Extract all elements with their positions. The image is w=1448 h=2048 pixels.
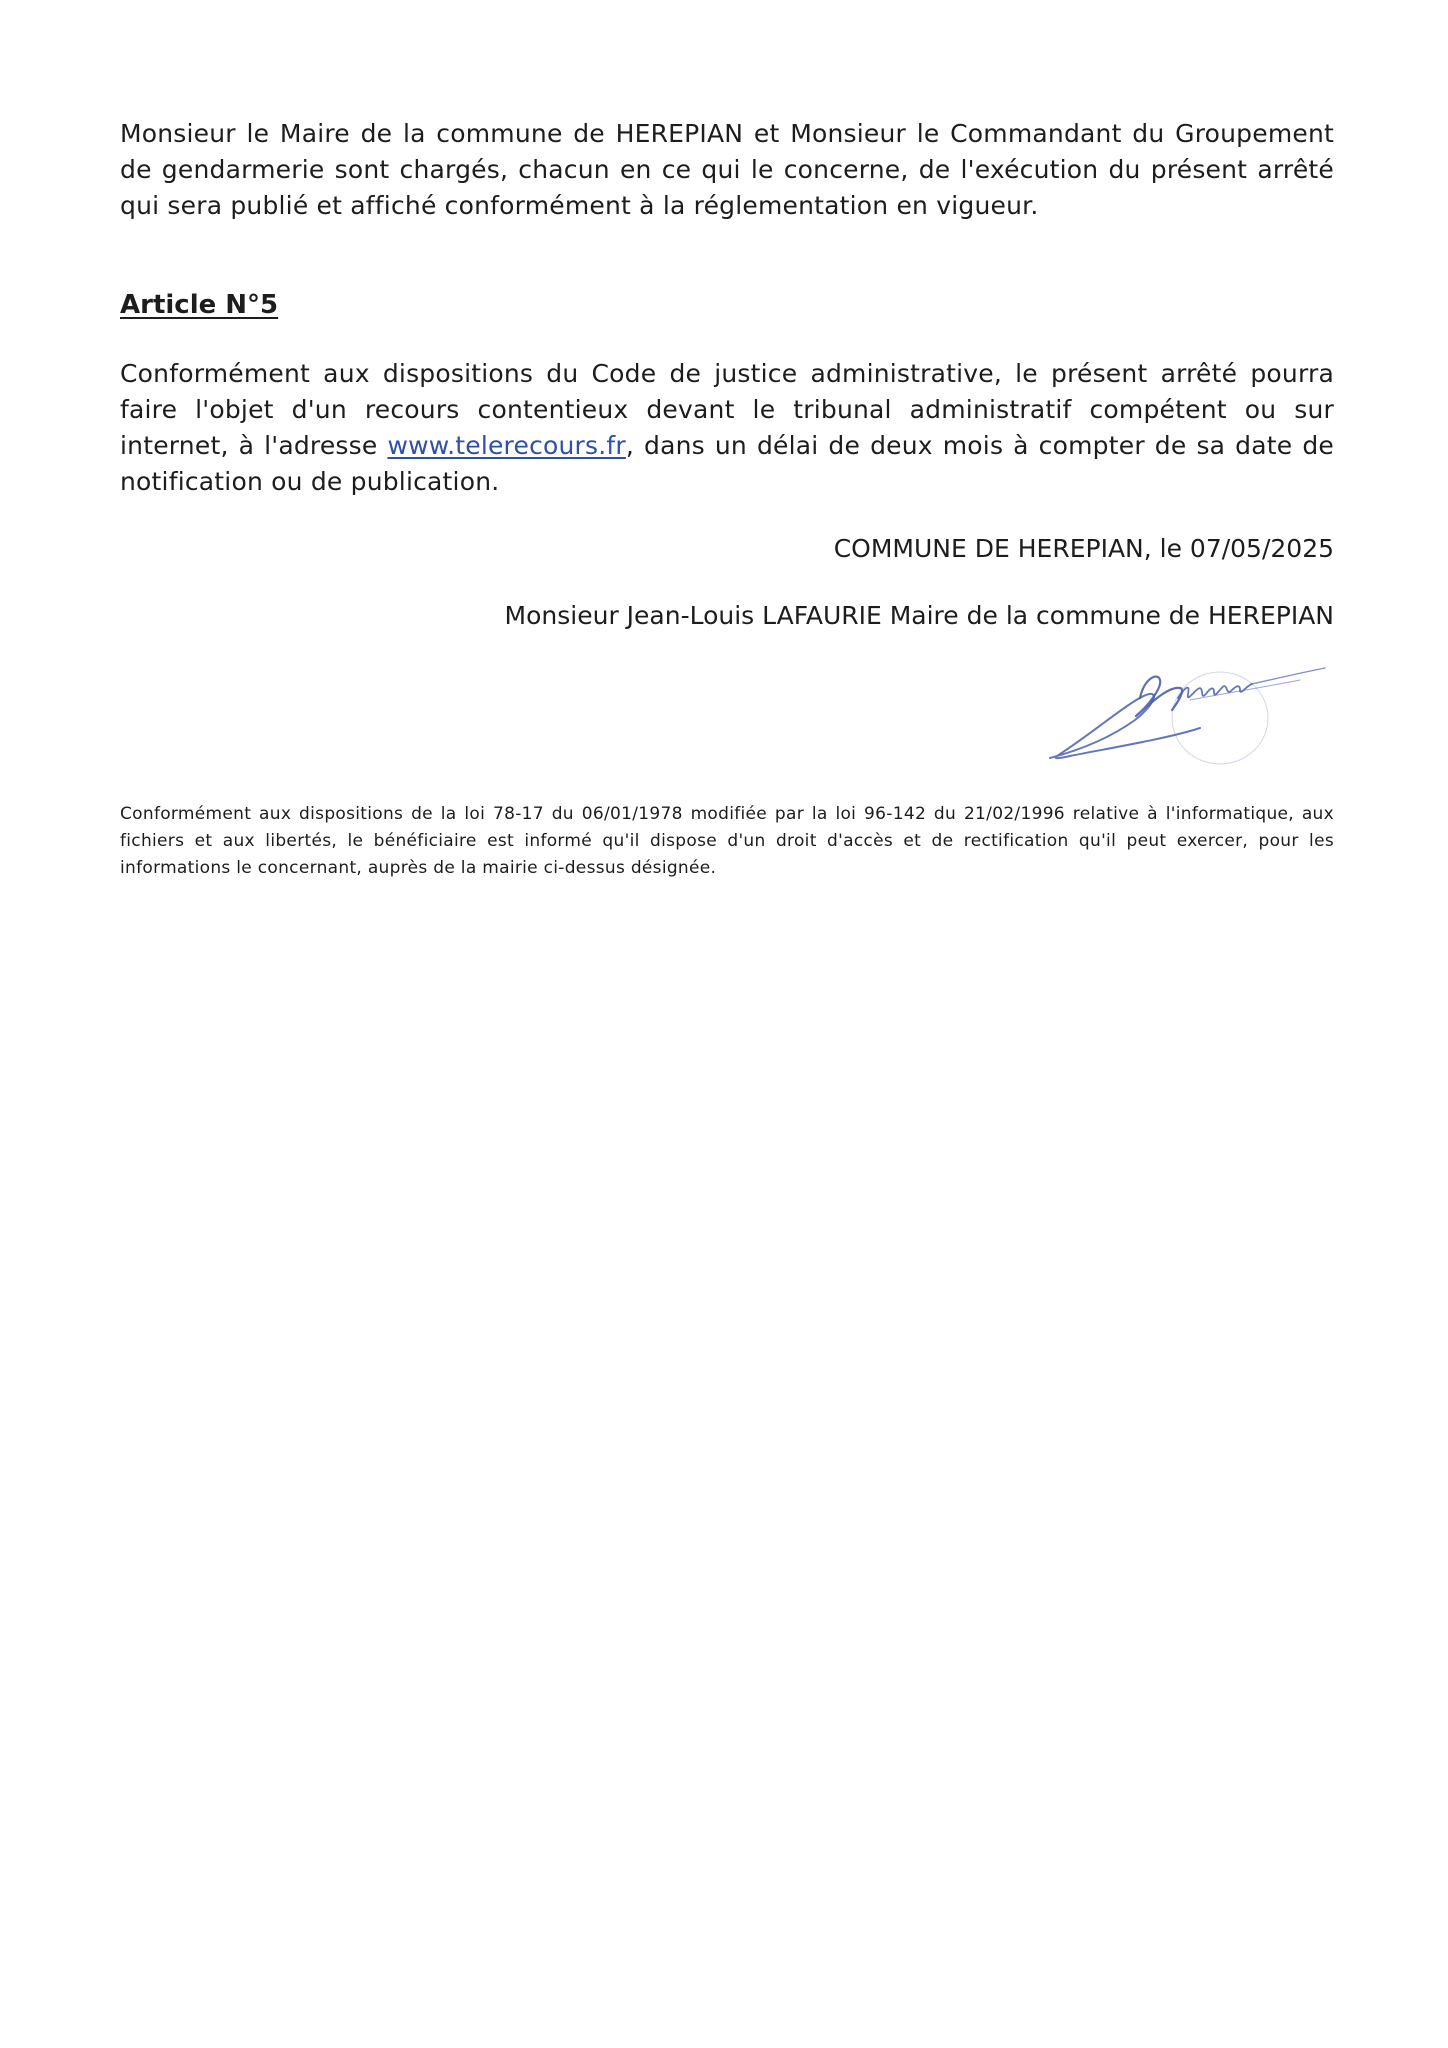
recours-text-before-link: Conformément aux dispositions du Code de justice administrative, le présent arrêté pourra faire l'objet d'un recours contentieux devant le tribunal administratif compétent ou sur internet, à l'adresse (120, 359, 1334, 460)
data-protection-notice: Conformément aux dispositions de la loi 78-17 du 06/01/1978 modifiée par la loi 96-142 du 21/02/1996 relative à l'informatique, aux fichiers et aux libertés, le bénéficiaire est informé qu'il dispose d'un droit d'accès et de rectification qu'il peut exercer, pour les informations le concernant, auprès de la mairie ci-dessus désignée. (120, 804, 1334, 878)
recours-text-after-link: , dans un délai de deux mois à compter de sa date de notification ou de publication. (120, 431, 1335, 496)
handwritten-signature (1040, 658, 1330, 778)
execution-paragraph: Monsieur le Maire de la commune de HEREPIAN et Monsieur le Commandant du Groupement de gendarmerie sont chargés, chacun en ce qui le concerne, de l'exécution du présent arrêté qui sera publié et affiché conformément à la réglementation en vigueur. (120, 119, 1334, 220)
article-heading: Article N°5 (120, 290, 279, 320)
signatory-name: Monsieur Jean-Louis LAFAURIE Maire de la commune de HEREPIAN (504, 601, 1334, 630)
place-and-date: COMMUNE DE HEREPIAN, le 07/05/2025 (833, 534, 1334, 563)
stamp-outline (1172, 672, 1268, 764)
telerecours-link[interactable]: www.telerecours.fr (387, 431, 626, 460)
recours-paragraph (120, 356, 1334, 500)
